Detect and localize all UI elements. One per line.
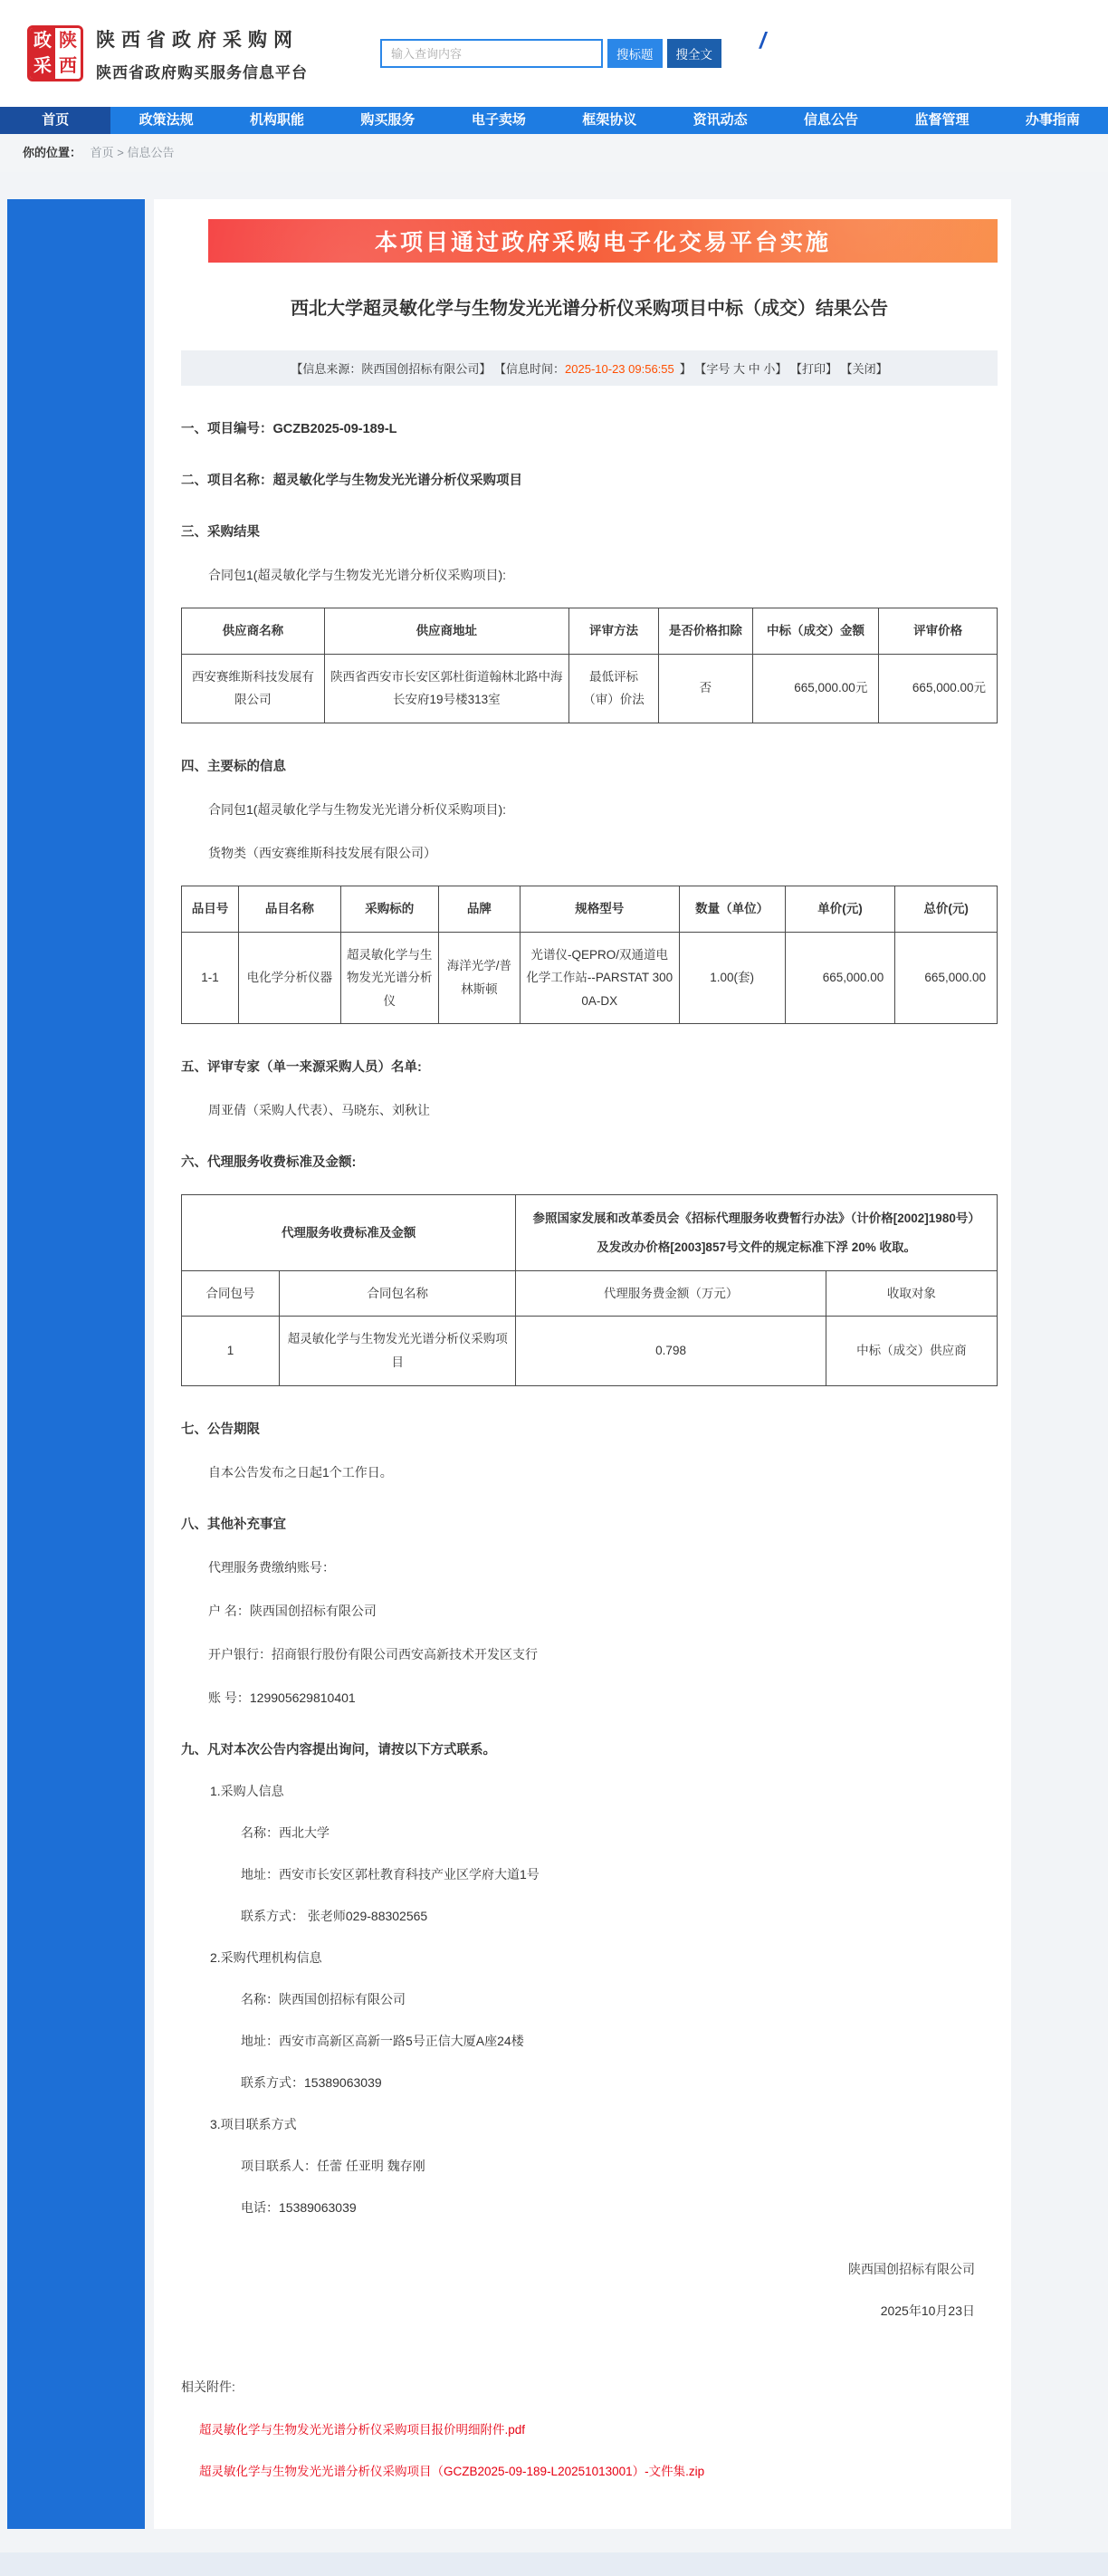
font-size-suffix: 】 [775,362,788,376]
section-6-heading: 六、代理服务收费标准及金额: [181,1155,357,1171]
nav-item-supervision[interactable]: 监督管理 [914,112,970,128]
logo-char: 采 [33,56,52,76]
logo-char: 政 [33,31,52,51]
close-button[interactable]: 【关闭】 [840,362,888,376]
project-contact-phone: 电话：15389063039 [241,2199,357,2215]
breadcrumb [0,134,1108,172]
publish-time: 2025-10-23 09:56:55 [565,362,674,376]
cell-supplier-address: 陕西省西安市长安区郭杜街道翰林北路中海长安府19号楼313室 [324,654,568,723]
fee-table-title-row [182,1195,998,1270]
attachments-label: 相关附件: [181,2379,235,2394]
site-header [0,0,1108,107]
site-logo [27,25,83,81]
info-source: 【信息来源：陕西国创招标有限公司】 [291,362,492,376]
table-row [182,932,998,1024]
search-bar [380,39,721,68]
bid-items-table [181,886,998,1025]
site-brand [27,25,308,82]
cell-unit-price: 665,000.00 [785,932,895,1024]
cell-procurement-target: 超灵敏化学与生物发光光谱分析仪 [340,932,438,1024]
breadcrumb-label: 你的位置： [23,146,82,159]
section-3-package-line: 合同包1(超灵敏化学与生物发光光谱分析仪采购项目): [208,568,506,582]
procurement-result-table [181,608,998,723]
content-area [0,172,1108,2552]
expert-names: 周亚倩（采购人代表）、马晓东、刘秋让 [208,1103,430,1118]
cell-item-no: 1-1 [182,932,239,1024]
search-title-button[interactable]: 搜标题 [607,39,663,68]
col-package-no: 合同包号 [182,1270,280,1317]
cell-supplier-name: 西安赛维斯科技发展有限公司 [182,654,325,723]
col-review-method: 评审方法 [568,608,658,655]
nav-item-framework-agreements[interactable]: 框架协议 [582,112,637,128]
project-contact-persons: 项目联系人：任蕾 任亚明 魏存刚 [241,2158,425,2173]
section-3-heading: 三、采购结果 [181,525,260,540]
announcement-period: 自本公告发布之日起1个工作日。 [208,1464,393,1480]
cell-review-method: 最低评标（审）价法 [568,654,658,723]
col-review-price: 评审价格 [879,608,998,655]
slash-mark: / [759,27,766,53]
cell-package-no: 1 [182,1317,280,1385]
site-title: 陕西省政府采购网 [96,29,299,51]
col-total-price: 总价(元) [895,886,998,932]
nav-item-home[interactable]: 首页 [0,107,110,134]
table-header-row [182,608,998,655]
col-award-amount: 中标（成交）金额 [752,608,879,655]
col-supplier-name: 供应商名称 [182,608,325,655]
print-button[interactable]: 【打印】 [789,362,837,376]
section-8-heading: 八、其他补充事宜 [181,1517,286,1532]
attachment-zip-link[interactable]: 超灵敏化学与生物发光光谱分析仪采购项目（GCZB2025-09-189-L20251013001）-文件集.zip [199,2464,705,2478]
signature-block [181,2260,998,2320]
col-unit-price: 单价(元) [785,886,895,932]
footer-strip [0,2552,1108,2576]
logo-char: 陕 [59,31,77,51]
bank-name: 开户银行：招商银行股份有限公司西安高新技术开发区支行 [208,1646,538,1661]
project-contact-title: 3.项目联系方式 [210,2116,297,2131]
account-holder: 户 名：陕西国创招标有限公司 [208,1603,377,1618]
breadcrumb-separator: > [117,146,124,159]
account-number: 账 号：129905629810401 [208,1690,356,1705]
signature-date: 2025年10月23日 [880,2303,975,2318]
search-input[interactable] [380,39,603,68]
info-time-prefix: 【信息时间： [494,362,566,376]
cell-brand: 海洋光学/普林斯顿 [438,932,520,1024]
col-supplier-address: 供应商地址 [324,608,568,655]
brand-text [96,25,308,82]
col-fee-payer: 收取对象 [826,1270,997,1317]
breadcrumb-home[interactable]: 首页 [90,146,114,159]
section-4-heading: 四、主要标的信息 [181,759,286,774]
cell-fee-amount: 0.798 [516,1317,826,1385]
info-time-suffix: 】 [679,362,692,376]
purchaser-contact: 联系方式： 张老师029-88302565 [241,1908,428,1923]
table-row [182,1317,998,1385]
col-procurement-target: 采购标的 [340,886,438,932]
cell-fee-payer: 中标（成交）供应商 [826,1317,997,1385]
col-quantity: 数量（单位） [679,886,785,932]
col-price-deduction: 是否价格扣除 [659,608,753,655]
agency-address: 地址：西安市高新区高新一路5号正信大厦A座24楼 [241,2033,524,2048]
cell-award-amount: 665,000.00元 [752,654,879,723]
fee-table-header-row [182,1270,998,1317]
cell-spec-model: 光谱仪-QEPRO/双通道电化学工作站--PARSTAT 3000A-DX [520,932,679,1024]
attachment-pdf-link[interactable]: 超灵敏化学与生物发光光谱分析仪采购项目报价明细附件.pdf [199,2422,526,2437]
purchaser-info-title: 1.采购人信息 [210,1783,284,1798]
col-package-name: 合同包名称 [280,1270,516,1317]
nav-item-policies[interactable]: 政策法规 [138,112,194,128]
font-size-medium-button[interactable]: 中 [748,362,760,376]
nav-item-purchase-services[interactable]: 购买服务 [360,112,416,128]
signature-company: 陕西国创招标有限公司 [848,2261,975,2276]
table-header-row [182,886,998,932]
col-item-no: 品目号 [182,886,239,932]
fee-standard-title-cell: 代理服务收费标准及金额 [182,1195,516,1270]
agency-info-title: 2.采购代理机构信息 [210,1949,322,1965]
logo-char: 西 [59,56,77,76]
section-7-heading: 七、公告期限 [181,1422,260,1437]
cell-package-name: 超灵敏化学与生物发光光谱分析仪采购项目 [280,1317,516,1385]
agency-name: 名称：陕西国创招标有限公司 [241,1991,406,2006]
logo-left-column [30,28,55,79]
payment-account-label: 代理服务费缴纳账号： [208,1559,335,1575]
platform-banner-text: 本项目通过政府采购电子化交易平台实施 [374,230,831,255]
cell-review-price: 665,000.00元 [879,654,998,723]
article-meta [181,350,998,386]
logo-right-column [55,28,81,79]
purchaser-address: 地址：西安市长安区郭杜教育科技产业区学府大道1号 [241,1866,540,1882]
font-size-large-button[interactable]: 大 [733,362,746,376]
left-sidebar [7,199,145,2529]
table-row [182,654,998,723]
attachments-section [181,2378,998,2479]
platform-banner [208,219,998,263]
site-subtitle: 陕西省政府购买服务信息平台 [96,63,308,81]
purchaser-name: 名称：西北大学 [241,1824,330,1840]
nav-item-announcements[interactable]: 信息公告 [804,112,859,128]
agency-contact: 联系方式：15389063039 [241,2074,382,2090]
nav-item-e-marketplace[interactable]: 电子卖场 [471,112,526,128]
section-5-heading: 五、评审专家（单一来源采购人员）名单: [181,1060,422,1076]
nav-item-functions[interactable]: 机构职能 [250,112,305,128]
agency-fee-table [181,1194,998,1385]
col-spec-model: 规格型号 [520,886,679,932]
cell-item-name: 电化学分析仪器 [239,932,341,1024]
fee-standard-desc-cell: 参照国家发展和改革委员会《招标代理服务收费暂行办法》（计价格[2002]1980号）及发改办价格[2003]857号文件的规定标准下浮 20% 收取。 [516,1195,998,1270]
font-size-small-button[interactable]: 小 [763,362,776,376]
article-title: 西北大学超灵敏化学与生物发光光谱分析仪采购项目中标（成交）结果公告 [291,299,888,319]
cell-price-deduction: 否 [659,654,753,723]
section-9-heading: 九、凡对本次公告内容提出询问，请按以下方式联系。 [181,1742,496,1757]
cell-quantity: 1.00(套) [679,932,785,1024]
cell-total-price: 665,000.00 [895,932,998,1024]
nav-item-guide[interactable]: 办事指南 [1025,112,1080,128]
main-nav [0,107,1108,134]
article-card [154,199,1011,2529]
section-4-category-line: 货物类（西安赛维斯科技发展有限公司） [208,845,436,860]
section-2-heading: 二、项目名称：超灵敏化学与生物发光光谱分析仪采购项目 [181,474,522,488]
section-4-package-line: 合同包1(超灵敏化学与生物发光光谱分析仪采购项目): [208,801,506,817]
font-size-label: 【字号 [694,362,731,376]
breadcrumb-current[interactable]: 信息公告 [127,146,175,159]
col-fee-amount: 代理服务费金额（万元） [516,1270,826,1317]
nav-item-news[interactable]: 资讯动态 [692,112,748,128]
search-fulltext-button[interactable]: 搜全文 [667,39,722,68]
col-item-name: 品目名称 [239,886,341,932]
section-1-heading: 一、项目编号：GCZB2025-09-189-L [181,422,397,436]
col-brand: 品牌 [438,886,520,932]
